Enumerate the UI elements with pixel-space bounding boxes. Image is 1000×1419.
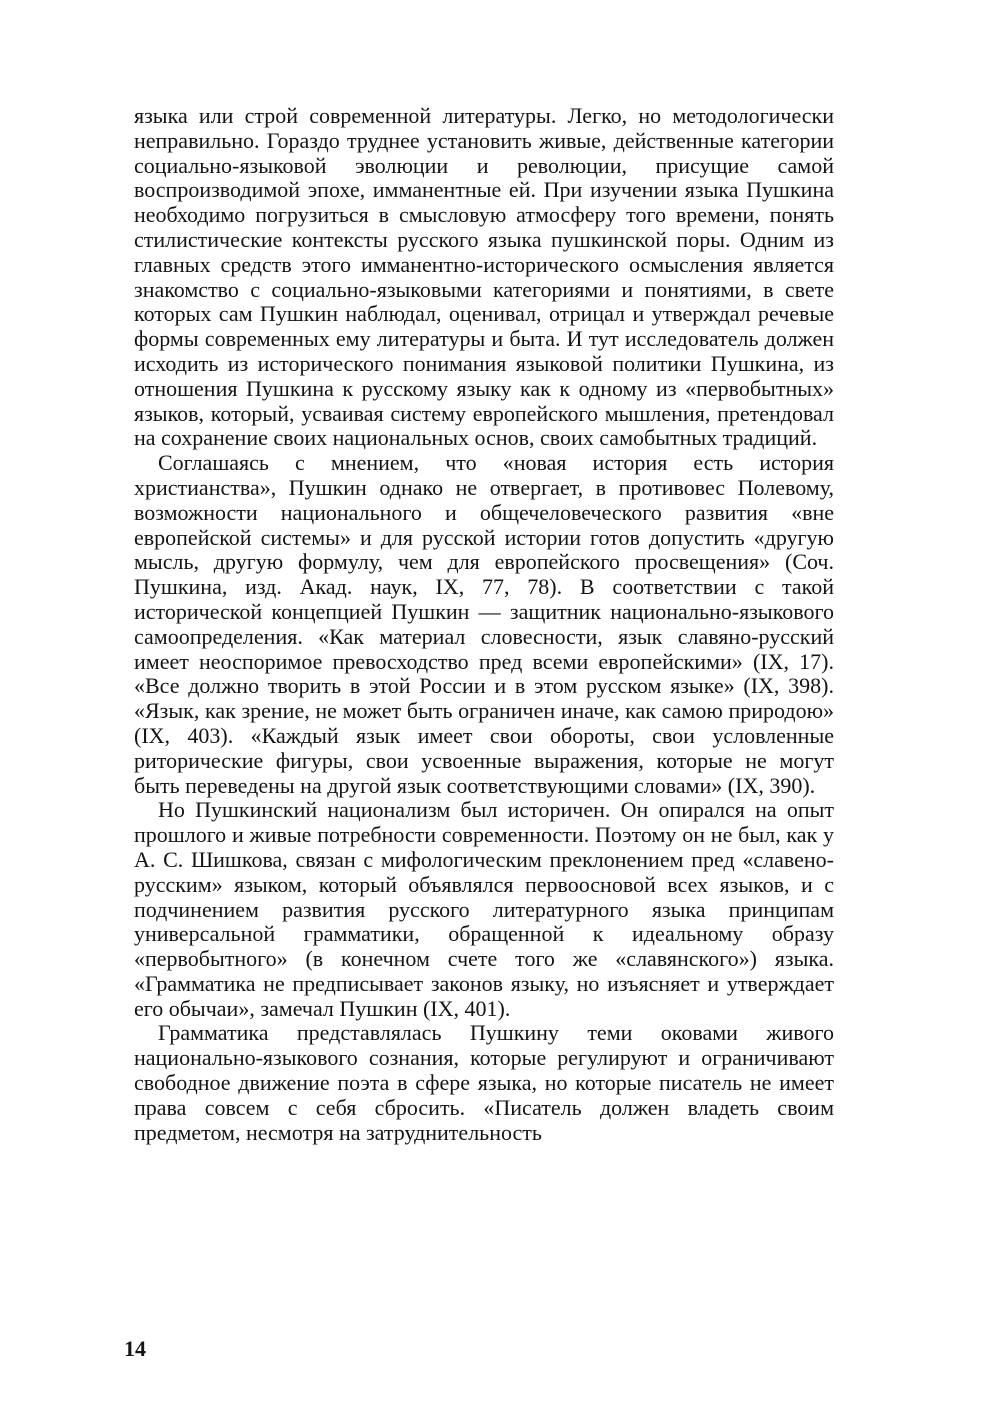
paragraph-4: Грамматика представлялась Пушкину теми оковами живого национально-языкового сознания, которые регулируют и ограничивают свободное движение поэта в сфере языка, но которые писатель не имеет права совсем с себя сбросить. «Писатель должен владеть своим предметом, несмотря на затруднительность: [134, 1020, 834, 1145]
paragraph-2: Соглашаясь с мнением, что «новая история есть история христианства», Пушкин однако не отвергает, в противовес Полевому, возможности национального и общечеловеческого развития «вне европейской системы» и для русской истории готов допустить «другую мысль, другую формулу, чем для европейского просвещения» (Соч. Пушкина, изд. Акад. наук, IX, 77, 78). В соответствии с такой исторической концепцией Пушкин — защитник национально-языкового самоопределения. «Как материал словесности, язык славяно-русский имеет неоспоримое превосходство пред всеми европейскими» (IX, 17). «Все должно творить в этой России и в этом русском языке» (IX, 398). «Язык, как зрение, не может быть ограничен иначе, как самою природою» (IX, 403). «Каждый язык имеет свои обороты, свои условленные риторические фигуры, свои усвоенные выражения, которые не могут быть переведены на другой язык соответствующими словами» (IX, 390).: [134, 450, 834, 798]
body-text: [134, 104, 834, 1145]
page-number: 14: [124, 1336, 146, 1361]
paragraph-3: Но Пушкинский национализм был историчен. Он опирался на опыт прошлого и живые потребности современности. Поэтому он не был, как у А. С. Шишкова, связан с мифологическим преклонением пред «славено-русским» языком, который объявлялся первоосновой всех языков, и с подчинением развития русского литературного языка принципам универсальной грамматики, обращенной к идеальному образу «первобытного» (в конечном счете того же «славянского») языка. «Грамматика не предписывает законов языку, но изъясняет и утверждает его обычаи», замечал Пушкин (IX, 401).: [134, 797, 834, 1021]
paragraph-1: языка или строй современной литературы. Легко, но методологически неправильно. Гораздо труднее установить живые, действенные категории социально-языковой эволюции и революции, присущие самой воспроизводимой эпохе, имманентные ей. При изучении языка Пушкина необходимо погрузиться в смысловую атмосферу того времени, понять стилистические контексты русского языка пушкинской поры. Одним из главных средств этого имманентно-исторического осмысления является знакомство с социально-языковыми категориями и понятиями, в свете которых сам Пушкин наблюдал, оценивал, отрицал и утверждал речевые формы современных ему литературы и быта. И тут исследователь должен исходить из исторического понимания языковой политики Пушкина, из отношения Пушкина к русскому языку как к одному из «первобытных» языков, который, усваивая систему европейского мышления, претендовал на сохранение своих национальных основ, своих самобытных традиций.: [134, 103, 834, 451]
